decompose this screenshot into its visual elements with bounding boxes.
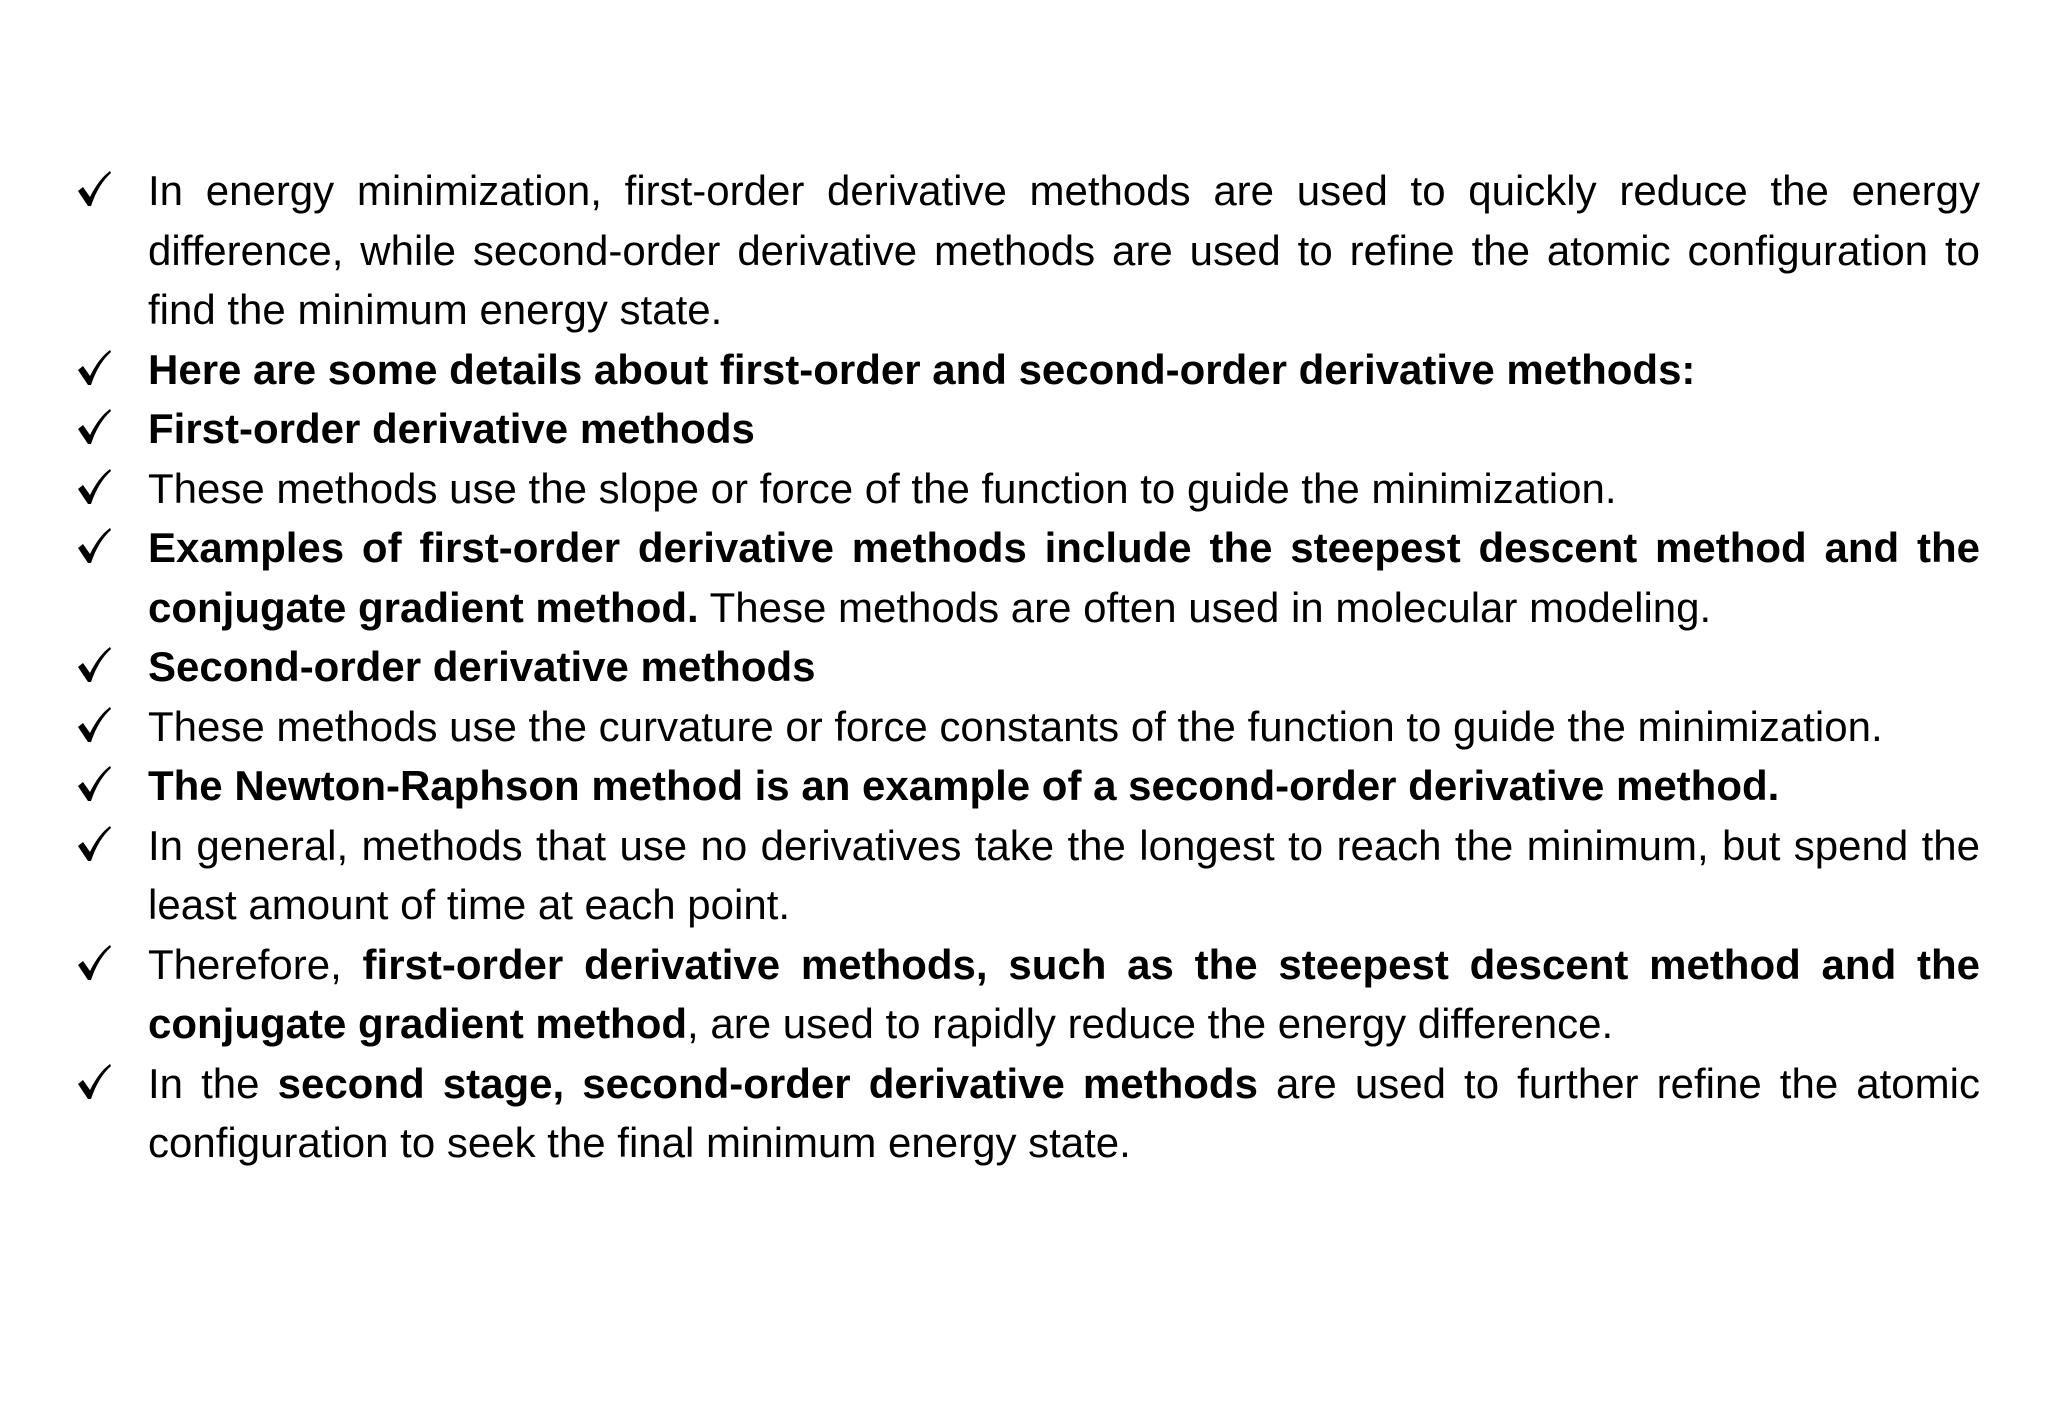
bullet-list [76, 161, 1980, 1173]
bullet-text-bold: second stage, second-order derivative methods [277, 1059, 1258, 1107]
bullet-text: These methods are often used in molecular modeling. [698, 583, 1712, 631]
bullet-text: In the [148, 1059, 278, 1107]
checkmark-icon [76, 467, 112, 507]
bullet-text: These methods use the slope or force of the function to guide the minimization. [148, 464, 1617, 512]
checkmark-icon [76, 943, 112, 983]
checkmark-icon [76, 764, 112, 804]
checkmark-icon [76, 169, 112, 209]
bullet-item [76, 697, 1980, 757]
checkmark-icon [76, 824, 112, 864]
bullet-text-bold: Examples of first-order derivative methods include the steepest descent method and the conjugate gradient method. [148, 524, 1980, 631]
bullet-text: The Newton-Raphson method is an example of a second-order derivative method. [148, 762, 1780, 809]
checkmark-icon [76, 526, 112, 566]
bullet-text: In energy minimization, first-order derivative methods are used to quickly reduce the energy difference, while second-order derivative methods are used to refine the atomic configuration to find the minimum energy state. [148, 167, 1980, 333]
bullet-text-bold: first-order derivative methods, such as the steepest descent method and the conjugate gradient method [148, 940, 1980, 1047]
bullet-item [76, 816, 1980, 935]
bullet-item [76, 637, 1980, 697]
bullet-text: Second-order derivative methods [148, 643, 816, 690]
checkmark-icon [76, 705, 112, 745]
bullet-item [76, 340, 1980, 400]
bullet-item [76, 756, 1980, 816]
checkmark-icon [76, 407, 112, 447]
checkmark-icon [76, 645, 112, 685]
bullet-item [76, 459, 1980, 519]
bullet-text: First-order derivative methods [148, 405, 755, 452]
checkmark-icon [76, 1062, 112, 1102]
bullet-item [76, 1054, 1980, 1173]
bullet-text: , are used to rapidly reduce the energy difference. [687, 1000, 1614, 1047]
bullet-text: These methods use the curvature or force constants of the function to guide the minimization. [148, 702, 1883, 750]
bullet-item [76, 518, 1980, 637]
bullet-text: Here are some details about first-order and second-order derivative methods: [148, 345, 1696, 393]
checkmark-icon [76, 348, 112, 388]
bullet-item [76, 161, 1980, 340]
bullet-item [76, 935, 1980, 1054]
bullet-text: are used to further refine the atomic configuration to seek the final minimum energy state. [148, 1059, 1980, 1166]
bullet-item [76, 399, 1980, 459]
bullet-text: In general, methods that use no derivatives take the longest to reach the minimum, but spend the least amount of time at each point. [148, 821, 1980, 928]
bullet-text: Therefore, [148, 940, 363, 988]
